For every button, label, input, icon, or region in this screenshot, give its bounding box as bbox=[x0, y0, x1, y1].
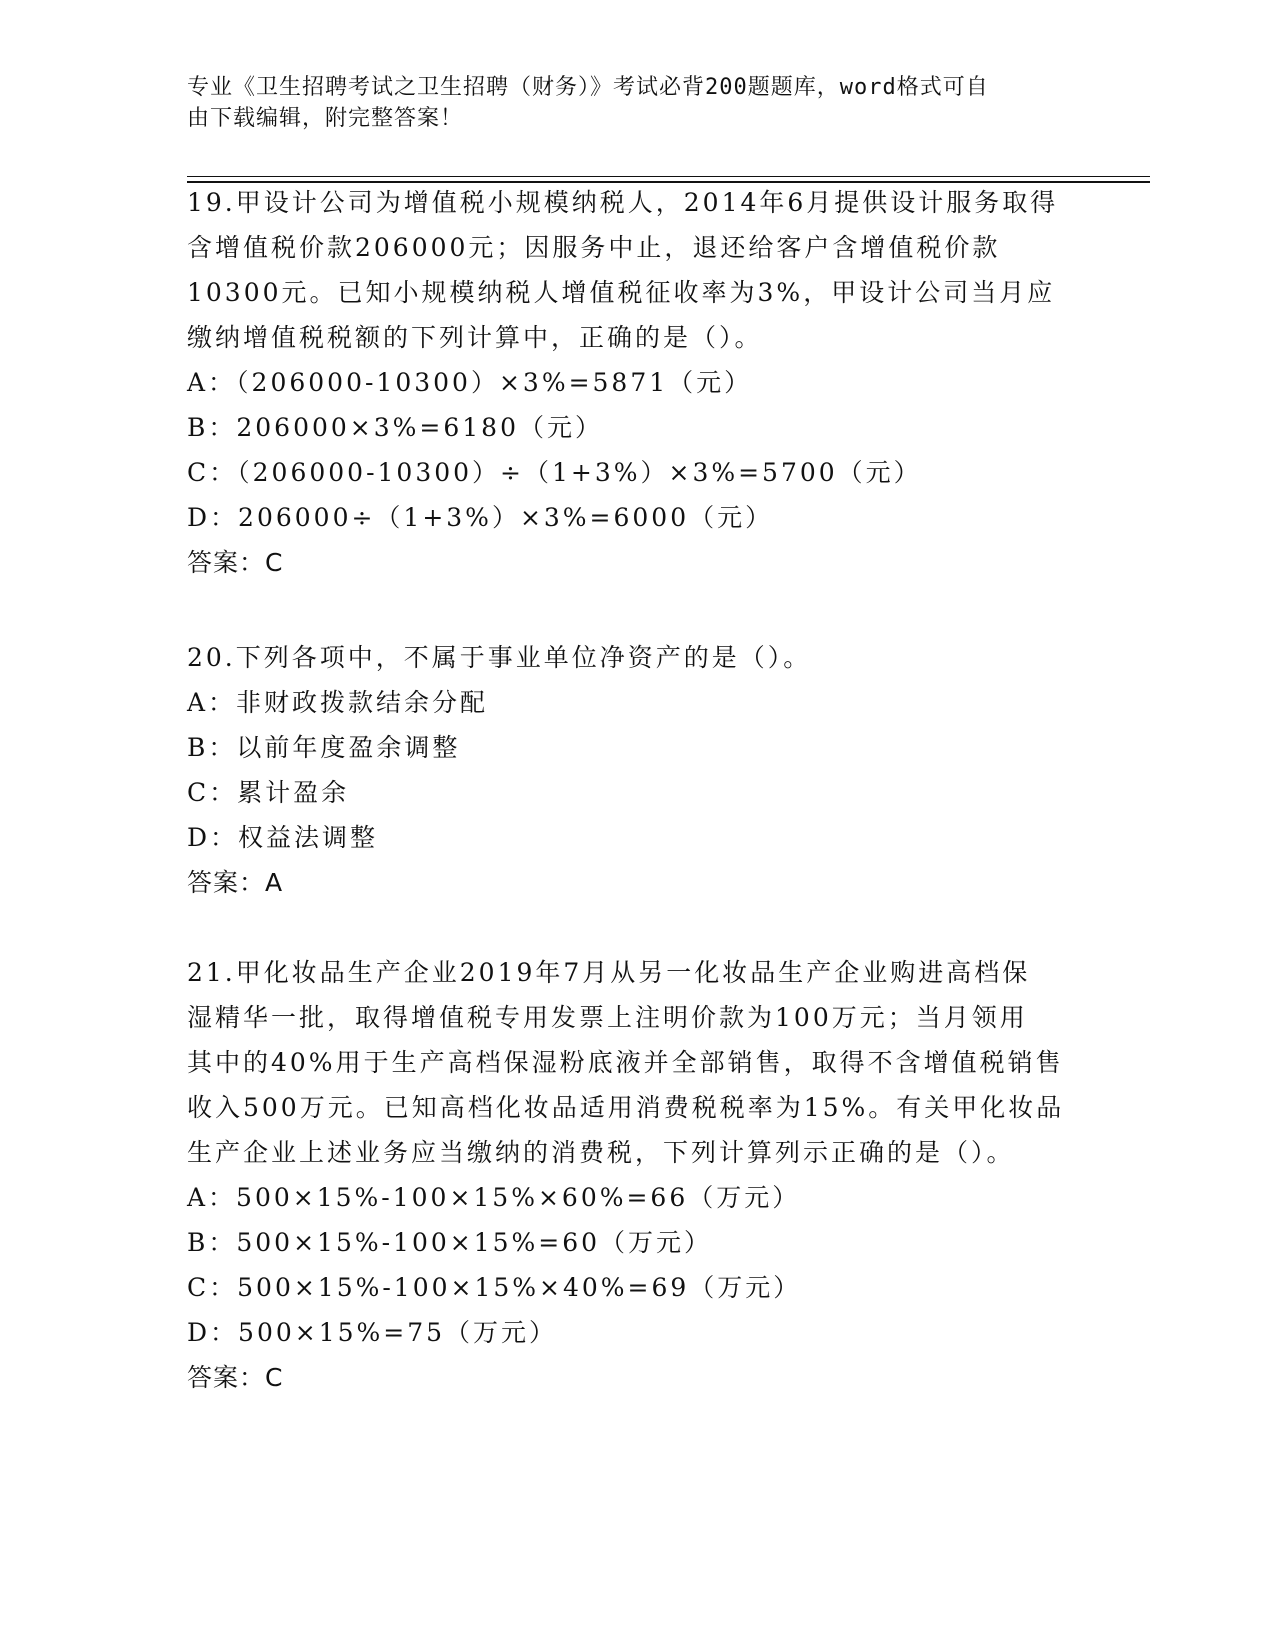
question-stem-line: 10300元。已知小规模纳税人增值税征收率为3%，甲设计公司当月应 bbox=[187, 278, 1056, 307]
option-a: A：500×15%-100×15%×60%=66（万元） bbox=[187, 1183, 801, 1212]
option-c: C：（206000-10300）÷（1+3%）×3%=5700（元） bbox=[187, 458, 922, 487]
question-21 bbox=[187, 950, 1087, 1400]
option-c: C：500×15%-100×15%×40%=69（万元） bbox=[187, 1273, 802, 1302]
option-b: B：500×15%-100×15%=60（万元） bbox=[187, 1228, 713, 1257]
question-stem-line: 湿精华一批，取得增值税专用发票上注明价款为100万元；当月领用 bbox=[187, 1003, 1028, 1032]
question-stem-line: 收入500万元。已知高档化妆品适用消费税税率为15%。有关甲化妆品 bbox=[187, 1093, 1065, 1122]
option-c: C：累计盈余 bbox=[187, 778, 350, 807]
question-stem-line: 生产企业上述业务应当缴纳的消费税，下列计算列示正确的是（）。 bbox=[187, 1138, 1015, 1167]
header-line-2: 由下载编辑，附完整答案！ bbox=[187, 106, 464, 131]
question-stem-line: 含增值税价款206000元；因服务中止，退还给客户含增值税价款 bbox=[187, 233, 1001, 262]
option-a: A：非财政拨款结余分配 bbox=[187, 688, 489, 717]
option-b: B：以前年度盈余调整 bbox=[187, 733, 461, 762]
option-d: D：权益法调整 bbox=[187, 823, 379, 852]
option-b: B：206000×3%=6180（元） bbox=[187, 413, 603, 442]
question-stem-line: 其中的40%用于生产高档保湿粉底液并全部销售，取得不含增值税销售 bbox=[187, 1048, 1064, 1077]
header-line-1: 专业《卫生招聘考试之卫生招聘（财务）》考试必背200题题库，word格式可自 bbox=[187, 75, 989, 100]
answer-label: 答案：A bbox=[187, 868, 284, 897]
question-stem-line: 20.下列各项中，不属于事业单位净资产的是（）。 bbox=[187, 643, 812, 672]
answer-label: 答案：C bbox=[187, 548, 284, 577]
question-19 bbox=[187, 180, 1087, 585]
option-a: A：（206000-10300）×3%=5871（元） bbox=[187, 368, 753, 397]
question-20 bbox=[187, 635, 1087, 905]
document-header bbox=[187, 72, 1067, 134]
answer-label: 答案：C bbox=[187, 1363, 284, 1392]
question-stem-line: 21.甲化妆品生产企业2019年7月从另一化妆品生产企业购进高档保 bbox=[187, 958, 1031, 987]
option-d: D：500×15%=75（万元） bbox=[187, 1318, 558, 1347]
header-divider-thin bbox=[187, 176, 1150, 177]
question-stem-line: 缴纳增值税税额的下列计算中，正确的是（）。 bbox=[187, 323, 763, 352]
option-d: D：206000÷（1+3%）×3%=6000（元） bbox=[187, 503, 774, 532]
question-stem-line: 19.甲设计公司为增值税小规模纳税人，2014年6月提供设计服务取得 bbox=[187, 188, 1059, 217]
